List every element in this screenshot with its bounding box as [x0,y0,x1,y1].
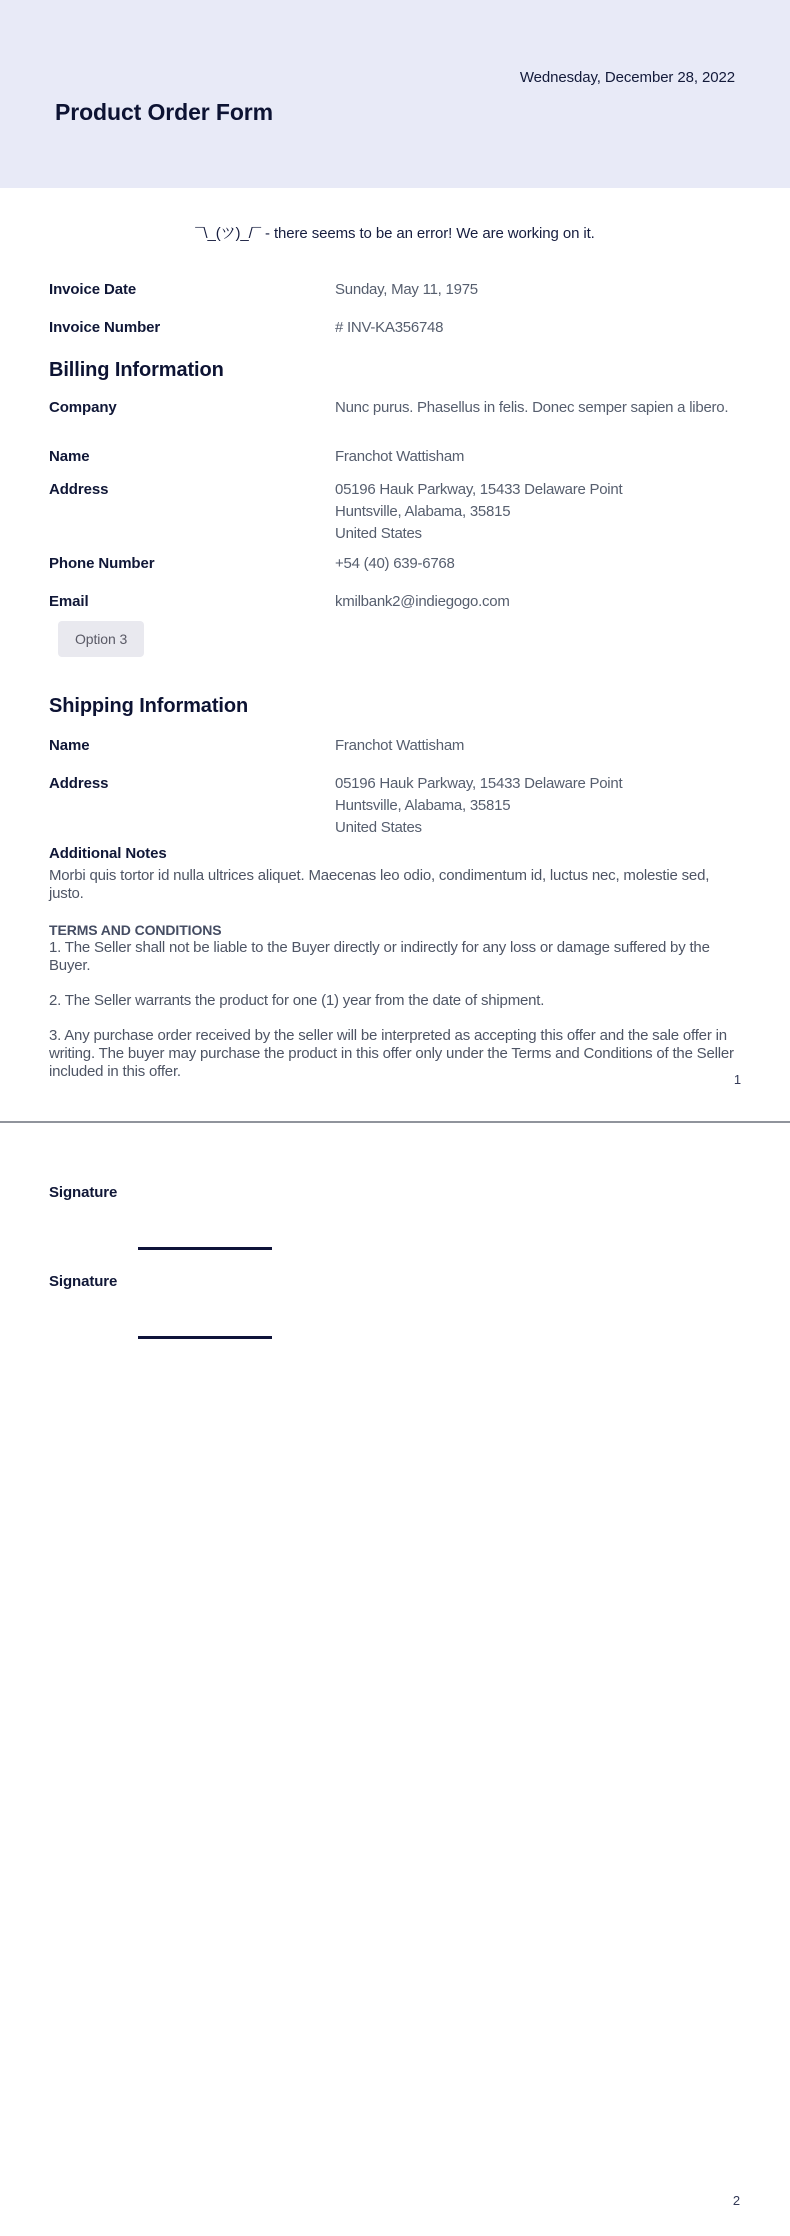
billing-address-row [49,479,741,545]
billing-phone-label: Phone Number [49,555,155,572]
page-2 [0,1123,790,2236]
invoice-number-value: # INV-KA356748 [335,319,444,336]
signature-label-1: Signature [49,1184,118,1201]
terms-and-conditions-heading: TERMS AND CONDITIONS [49,922,222,938]
billing-company-label: Company [49,399,117,416]
billing-address-value [335,479,741,545]
billing-name-label: Name [49,448,90,465]
document-body [0,225,790,1081]
invoice-date-label: Invoice Date [49,281,137,298]
signature-field-2 [49,1272,741,1339]
shipping-name-label: Name [49,737,90,754]
page-number-2: 2 [732,2193,740,2208]
shipping-information-heading: Shipping Information [49,695,249,717]
error-message: ¯\_(ツ)_/¯ - there seems to be an error! We are working on it. [195,225,595,242]
billing-phone-row [49,553,741,575]
billing-address-label: Address [49,481,109,498]
shipping-address-label: Address [49,775,109,792]
billing-email-value: kmilbank2@indiegogo.com [335,593,510,610]
invoice-number-label: Invoice Number [49,319,161,336]
terms-item-3: 3. Any purchase order received by the seller will be interpreted as accepting this offer and the sale offer in writing. The buyer may purchase the product in this offer only under the Terms and Conditions of the Seller included in this offer. [49,1027,734,1080]
additional-notes-heading: Additional Notes [49,845,167,862]
billing-email-label: Email [49,593,89,610]
signature-label-2: Signature [49,1273,118,1290]
terms-item-1: 1. The Seller shall not be liable to the Buyer directly or indirectly for any loss or damage suffered by the Buyer. [49,939,710,974]
additional-notes-body: Morbi quis tortor id nulla ultrices aliquet. Maecenas leo odio, condimentum id, luctus nec, molestie sed, justo. [49,867,710,902]
invoice-date-row [49,279,741,301]
shipping-name-value: Franchot Wattisham [335,737,465,754]
option-chip-container [49,621,741,675]
billing-company-value: Nunc purus. Phasellus in felis. Donec semper sapien a libero. [335,399,729,416]
option-3-chip[interactable]: Option 3 [58,621,144,657]
billing-company-row [49,397,741,419]
billing-email-row [49,591,741,613]
billing-phone-value: +54 (40) 639-6768 [335,555,455,572]
billing-address-line-3: United States [335,525,422,542]
shipping-address-line-2: Huntsville, Alabama, 35815 [335,797,511,814]
billing-address-line-1: 05196 Hauk Parkway, 15433 Delaware Point [335,481,623,498]
page-number-1: 1 [733,1072,741,1087]
shipping-name-row [49,735,741,757]
shipping-address-value [335,773,741,839]
document-header [0,0,790,188]
billing-name-row [49,446,741,468]
document-title: Product Order Form [55,99,274,125]
billing-name-value: Franchot Wattisham [335,448,465,465]
signature-line-2 [138,1336,272,1339]
billing-information-heading: Billing Information [49,359,224,381]
shipping-address-line-3: United States [335,819,422,836]
signature-field-1 [49,1183,741,1250]
invoice-number-row [49,317,741,339]
invoice-date-value: Sunday, May 11, 1975 [335,281,478,298]
shipping-address-row [49,773,741,839]
document-date: Wednesday, December 28, 2022 [519,69,735,86]
billing-address-line-2: Huntsville, Alabama, 35815 [335,503,511,520]
shipping-address-line-1: 05196 Hauk Parkway, 15433 Delaware Point [335,775,623,792]
signature-line-1 [138,1247,272,1250]
terms-item-2: 2. The Seller warrants the product for one (1) year from the date of shipment. [49,992,545,1009]
